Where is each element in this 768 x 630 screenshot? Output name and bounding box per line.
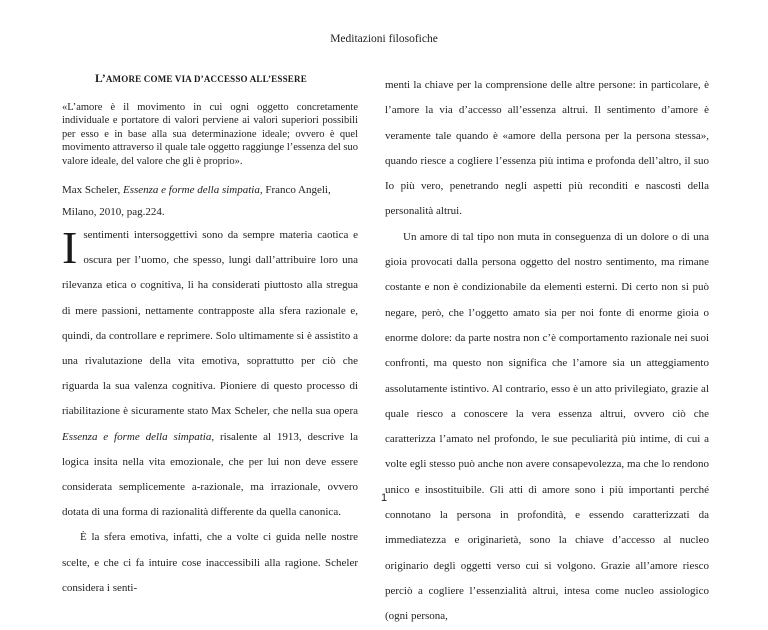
paragraph	[62, 223, 358, 525]
paragraph: menti la chiave per la comprensione delle altre persone: in particolare, è l’amore la via d’accesso all’essenza altrui. Il sentimento d’amore è veramente tale quando è «amore della persona per la persona stessa», quando riesce a cogliere l’essenza più intima e profonda dell’altro, il suo Io più vero, penetrando negli aspetti più reconditi e nascosti della personalità altrui.	[385, 79, 709, 218]
epigraph-quote: «L’amore è il movimento in cui ogni oggetto concretamente individuale e portatore di valori perviene ai valori superiori possibili per esso e in base alla sua determinazione ideale; ovvero è quel movimento attraverso il quale tale oggetto raggiunge l’essenza del suo valore ideale, del valore che gli è proprio».	[62, 102, 358, 167]
paragraph-text: sentimenti intersoggettivi sono da sempre materia caotica e oscura per l’uomo, che spesso, lungi dall’attribuire loro una rilevanza etica o cognitiva, li ha considerati piuttosto alla stregua di mere passioni, nettamente contrapposte alla sfera razionale e, quindi, da controllare e reprimere. Solo ultimamente si è assistito a una rivalutazione della vita emotiva, soprattutto per ciò che riguarda la sua valenza cognitiva. Pioniere di questo processo di riabilitazione è sicuramente stato Max Scheler, che nella sua opera	[62, 229, 358, 418]
citation-publisher: Franco Angeli, Milano, 2010, pag.224.	[62, 184, 331, 218]
citation-author: Max Scheler,	[62, 184, 121, 196]
paragraph: È la sfera emotiva, infatti, che a volte ci guida nelle nostre scelte, e che ci fa intuire cose inaccessibili alla ragione. Scheler considera i senti-	[62, 531, 358, 594]
running-header: Meditazioni filosofiche	[330, 33, 438, 45]
paragraph: Un amore di tal tipo non muta in conseguenza di un dolore o di una gioia provocati dalla persona oggetto del nostro sentimento, ma rimane costante e non è condizionabile da elementi esterni. Di certo non si può negare, però, che l’oggetto amato sia per noi fonte di enorme gioia o enorme dolore: da parte nostra non c’è comportamento razionale nei suoi confronti, ma questo non significa che l’amore sia un atteggiamento assolutamente istintivo. Al contrario, esso è un atto privilegiato, grazie al quale riesco a conoscere la vera essenza altrui, ovvero ciò che caratterizza l’amato nel profondo, le sue peculiarità più intime, di cui a volte egli stesso può anche non avere consapevolezza, ma che lo rendono unico e insostituibile. Gli atti di amore sono i più importanti perché connotano la persona in profondità, e essendo caratterizzati da immediatezza e originarietà, sono la chiave d’accesso al nucleo originario degli oggetti verso cui si volgono. Grazie all’amore riesco perciò a cogliere l’essenzialità altrui, intesa come nucleo assiologico (ogni persona,	[385, 230, 709, 623]
citation-work: Essenza e forme della simpatia,	[122, 184, 263, 196]
paragraph-text: risalente al 1913, descrive la logica insita nella vita emozionale, che per lui non deve essere considerata semplicemente a-razionale, ma irrazionale, ovvero dotata di una forma di razionalità differente da quella canonica.	[62, 430, 358, 519]
work-title: Essenza e forme della simpatia,	[62, 430, 215, 443]
drop-cap: I	[62, 222, 78, 273]
body-column-left	[62, 223, 358, 601]
page-number: 1	[380, 492, 388, 504]
body-column-right	[385, 73, 709, 630]
epigraph-citation	[62, 180, 360, 223]
section-title: L’AMORE COME VIA D’ACCESSO ALL’ESSERE	[95, 73, 307, 85]
